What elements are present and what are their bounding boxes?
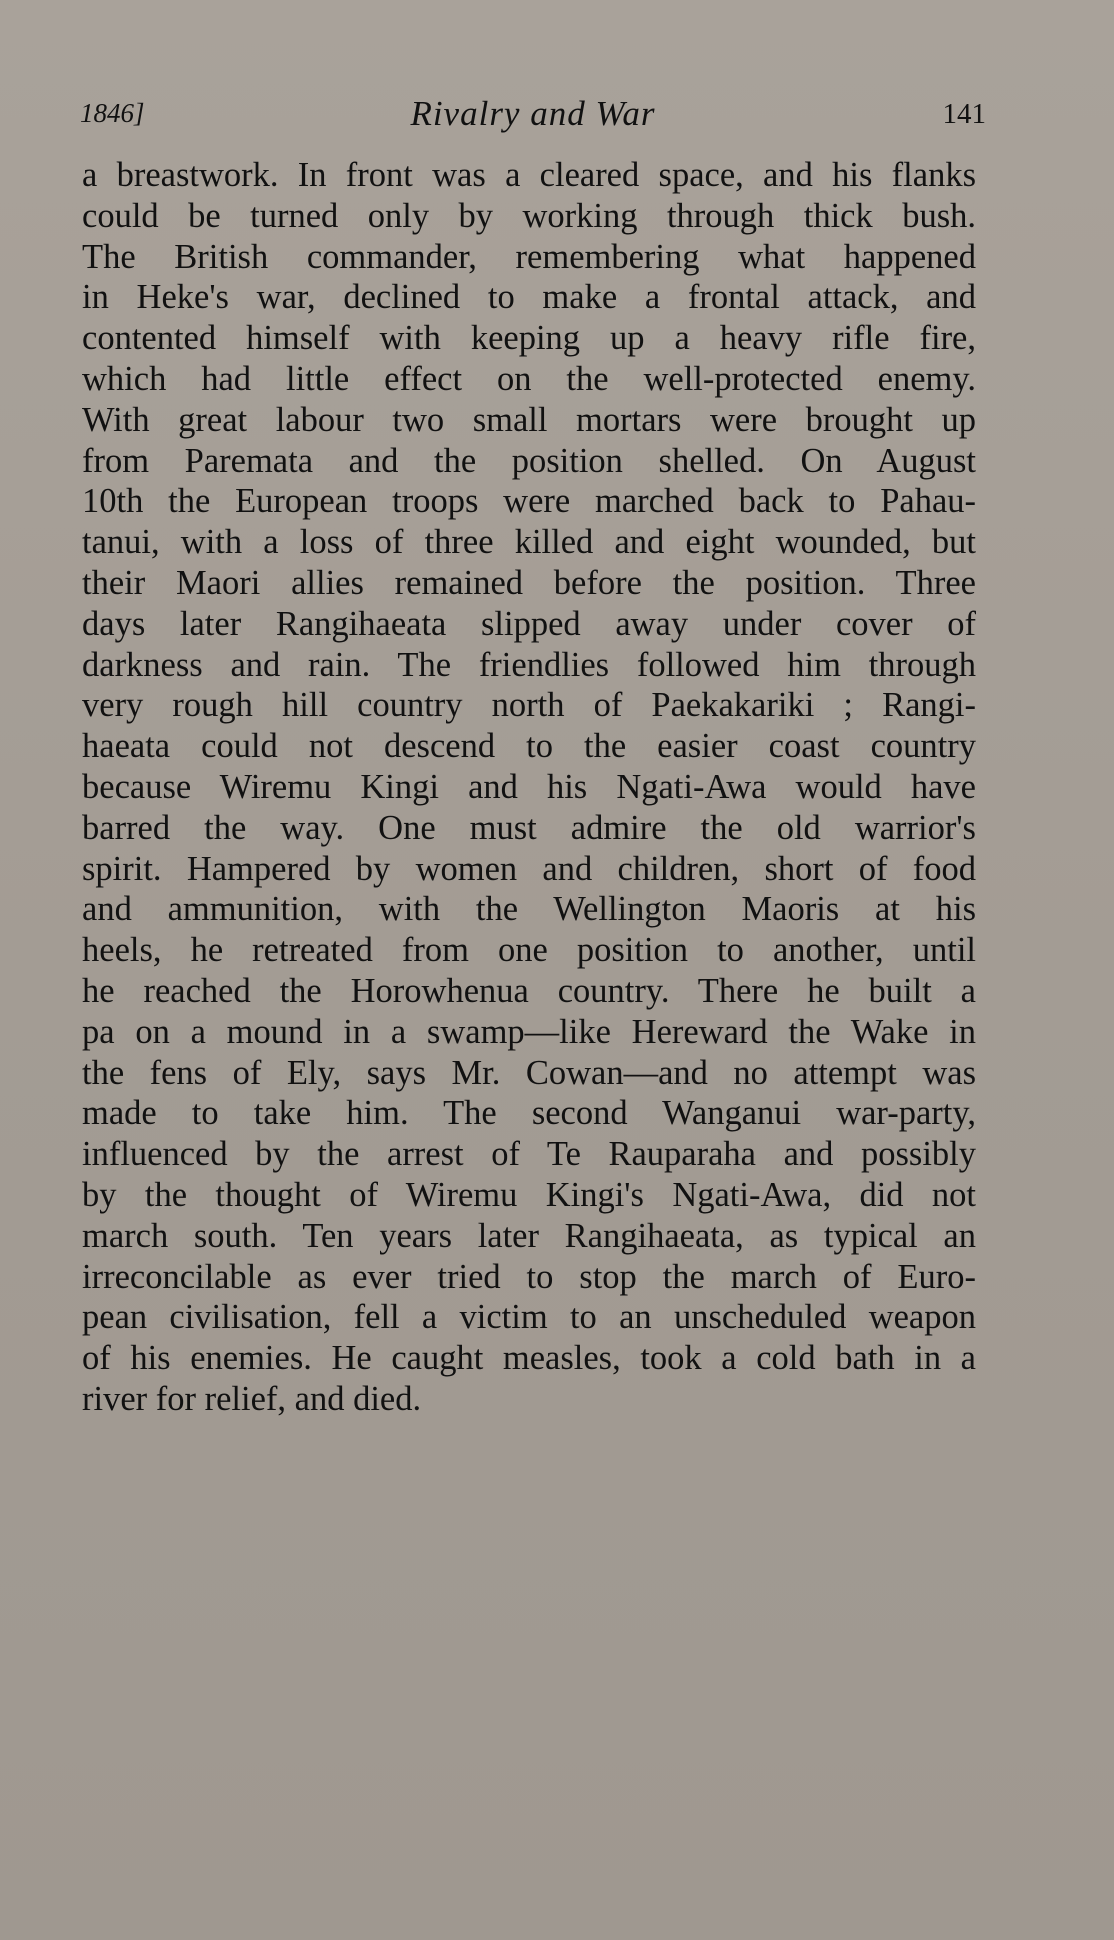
- text-line: he reached the Horowhenua country. There he built a: [82, 971, 976, 1010]
- text-line: which had little effect on the well-protected enemy.: [82, 359, 976, 398]
- text-line: made to take him. The second Wanganui war-party,: [82, 1094, 976, 1133]
- text-line: 10th the European troops were marched back to Pahau-: [82, 482, 976, 521]
- running-head-year: 1846]: [80, 98, 145, 128]
- text-line: from Paremata and the position shelled. On August: [82, 441, 976, 480]
- text-line: influenced by the arrest of Te Rauparaha and possibly: [82, 1135, 976, 1174]
- text-line: could be turned only by working through thick bush.: [82, 196, 976, 235]
- running-head-title: Rivalry and War: [410, 94, 656, 133]
- text-line: pa on a mound in a swamp—like Hereward the Wake in: [82, 1012, 976, 1051]
- text-line: heels, he retreated from one position to another, until: [82, 931, 976, 970]
- text-line: river for relief, and died.: [82, 1379, 422, 1418]
- text-line: and ammunition, with the Wellington Maoris at his: [82, 890, 976, 929]
- text-line: by the thought of Wiremu Kingi's Ngati-Awa, did not: [82, 1175, 976, 1214]
- running-head: [80, 94, 986, 138]
- text-line: in Heke's war, declined to make a frontal attack, and: [82, 278, 976, 317]
- text-line: march south. Ten years later Rangihaeata, as typical an: [82, 1216, 976, 1255]
- text-line: With great labour two small mortars were brought up: [82, 400, 976, 439]
- text-line: the fens of Ely, says Mr. Cowan—and no attempt was: [82, 1053, 976, 1092]
- text-line: a breastwork. In front was a cleared space, and his flanks: [82, 156, 976, 194]
- text-line: their Maori allies remained before the position. Three: [82, 563, 976, 602]
- text-line: pean civilisation, fell a victim to an unscheduled weapon: [82, 1298, 976, 1337]
- text-line: The British commander, remembering what happened: [82, 237, 976, 276]
- text-line: because Wiremu Kingi and his Ngati-Awa would have: [82, 767, 976, 806]
- text-line: darkness and rain. The friendlies followed him through: [82, 645, 976, 684]
- text-line: irreconcilable as ever tried to stop the march of Euro-: [82, 1257, 976, 1296]
- text-line: very rough hill country north of Paekakariki ; Rangi-: [82, 686, 976, 725]
- text-line: days later Rangihaeata slipped away under cover of: [82, 604, 976, 643]
- text-line: barred the way. One must admire the old warrior's: [82, 808, 976, 847]
- text-line: contented himself with keeping up a heavy rifle fire,: [82, 319, 976, 358]
- text-line: tanui, with a loss of three killed and eight wounded, but: [82, 523, 976, 562]
- body-paragraph: [82, 155, 976, 1420]
- text-line: spirit. Hampered by women and children, short of food: [82, 849, 976, 888]
- text-line: haeata could not descend to the easier coast country: [82, 727, 976, 766]
- page-number: 141: [942, 98, 986, 130]
- text-line: of his enemies. He caught measles, took a cold bath in a: [82, 1339, 976, 1378]
